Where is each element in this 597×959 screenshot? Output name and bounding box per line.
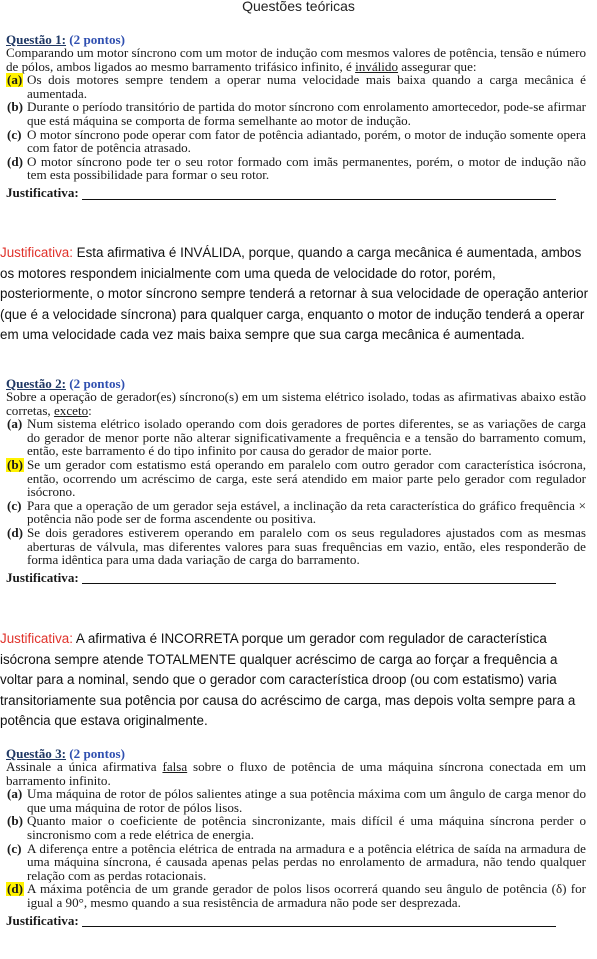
option-mark: (d) — [7, 524, 24, 540]
justification-line — [6, 186, 586, 200]
answer-text: Esta afirmativa é INVÁLIDA, porque, quando a carga mecânica é aumentada, ambos os motores respondem inicialmente com uma queda de velocidade do rotor, porém, posteriormente, o motor síncrono sempre tenderá a retornar à sua velocidade de operação anterior (que é a velocidade síncrona) para qualquer carga, enquanto o motor de indução tenderá a operar em uma velocidade cada vez mais baixa sempre que sua carga mecânica é aumentada. — [0, 245, 589, 343]
stem-keyword: falsa — [162, 759, 188, 774]
option-text: Para que a operação de um gerador seja estável, a inclinação da reta característica do gráfico frequência × potência não pode ser de forma ascendente ou positiva. — [27, 497, 586, 527]
option-d — [6, 155, 586, 182]
answer-text: A afirmativa é INCORRETA porque um gerador com regulador de característica isócrona sempre atende TOTALMENTE qualquer acréscimo de carga ao forçar a frequência a voltar para a nominal, sendo que o gerador com característica droop (ou com estatismo) varia transitoriamente sua potência por causa do acréscimo de carga, mas depois volta sempre para a potência que estava originalmente. — [0, 631, 576, 729]
highlighted-answer-mark: (b) — [7, 456, 24, 472]
justification-label: Justificativa: — [6, 569, 79, 585]
option-text: Os dois motores sempre tendem a operar numa velocidade mais baixa quando a carga mecânica é aumentada. — [27, 72, 586, 101]
answer-label: Justificativa: — [0, 245, 73, 260]
justification-line — [6, 571, 586, 585]
option-text: Durante o período transitório de partida do motor síncrono com enrolamento amortecedor, pode-se afirmar que está máquina se comporta de forma semelhante ao motor de indução. — [27, 99, 586, 128]
stem-keyword: inválido — [355, 58, 399, 74]
option-mark: (d) — [7, 153, 24, 169]
justification-underline — [82, 915, 556, 927]
option-a — [6, 787, 586, 814]
option-b — [6, 458, 586, 499]
option-text: Quanto maior o coeficiente de potência sincronizante, mais difícil é uma máquina síncrona perder o sincronismo com a rede elétrica de energia. — [27, 813, 586, 842]
option-mark: (b) — [7, 813, 24, 829]
option-text: Se um gerador com estatismo está operando em paralelo com outro gerador com característica isócrona, então, ocorrendo um acréscimo de carga, este será atendido em maior parte pelo gerador com regulador isócrono. — [27, 456, 586, 500]
answer-1 — [0, 243, 590, 346]
question-stem: Sobre a operação de gerador(es) síncrono(s) em um sistema elétrico isolado, todas as afirmativas abaixo estão corretas, exceto: — [6, 389, 586, 418]
question-points: (2 pontos) — [69, 32, 125, 47]
question-2 — [6, 378, 586, 584]
option-mark: (c) — [7, 840, 22, 856]
option-text: Uma máquina de rotor de pólos salientes atinge a sua potência máxima com um ângulo de carga menor do que uma máquina de rotor de pólos lisos. — [27, 786, 586, 815]
option-a — [6, 73, 586, 100]
highlighted-answer-mark: (a) — [7, 72, 23, 88]
question-label: Questão 2: — [6, 376, 67, 391]
option-b — [6, 100, 586, 127]
option-mark: (c) — [7, 126, 22, 142]
justification-label: Justificativa: — [6, 912, 79, 928]
stem-keyword: exceto — [53, 402, 89, 418]
option-mark: (a) — [7, 416, 23, 432]
option-c — [6, 499, 586, 526]
question-3 — [6, 748, 586, 927]
page-title: Questões teóricas — [242, 0, 355, 14]
option-c — [6, 842, 586, 883]
justification-underline — [82, 572, 556, 584]
question-points: (2 pontos) — [69, 376, 125, 391]
option-mark: (b) — [7, 99, 24, 115]
question-1 — [6, 34, 586, 200]
question-stem: Assinale a única afirmativa falsa sobre o fluxo de potência de uma máquina síncrona conectada em um barramento infinito. — [6, 759, 586, 788]
option-b — [6, 814, 586, 841]
question-label: Questão 3: — [6, 746, 67, 761]
option-mark: (c) — [7, 497, 22, 513]
question-points: (2 pontos) — [69, 746, 125, 761]
option-mark: (a) — [7, 786, 23, 802]
answer-2 — [0, 629, 590, 732]
justification-label: Justificativa: — [6, 184, 79, 200]
justification-line — [6, 914, 586, 928]
option-text: O motor síncrono pode ter o seu rotor formado com imãs permanentes, porém, o motor de indução não tem esta possibilidade para formar o seu rotor. — [27, 153, 586, 183]
option-text: O motor síncrono pode operar com fator de potência adiantado, porém, o motor de indução somente opera com fator de potência atrasado. — [27, 126, 586, 156]
highlighted-answer-mark: (d) — [7, 881, 24, 897]
option-text: Num sistema elétrico isolado operando com dois geradores de portes diferentes, se as variações de carga do gerador de menor porte não alterar significativamente a frequência e a tensão do barramento comum, então, este barramento é do tipo infinito por causa do gerador de maior porte. — [27, 416, 586, 459]
question-stem: Comparando um motor síncrono com um motor de indução com mesmos valores de potência, tensão e número de pólos, ambos ligados ao mesmo barramento trifásico infinito, é inválido assegurar que: — [6, 45, 586, 74]
justification-underline — [82, 188, 556, 200]
option-text: A máxima potência de um grande gerador de polos lisos ocorrerá quando seu ângulo de potência (δ) for igual a 90°, mesmo quando a sua resistência de armadura não pode ser desprezada. — [27, 881, 586, 910]
option-d — [6, 882, 586, 909]
option-a — [6, 417, 586, 458]
option-c — [6, 128, 586, 155]
answer-label: Justificativa: — [0, 631, 73, 646]
option-text: Se dois geradores estiverem operando em paralelo com os seus reguladores ajustados com as mesmas aberturas de válvula, mas diferentes valores para suas frequências em vazio, então, eles responderão de forma idêntica para uma dada variação de carga do barramento. — [27, 524, 586, 568]
option-text: A diferença entre a potência elétrica de entrada na armadura e a potência elétrica de saída na armadura de uma máquina síncrona, é causada apenas pelas perdas no enrolamento de armadura, não tendo qualquer relação com as perdas rotacionais. — [27, 840, 586, 883]
question-label: Questão 1: — [6, 32, 67, 47]
option-d — [6, 526, 586, 567]
